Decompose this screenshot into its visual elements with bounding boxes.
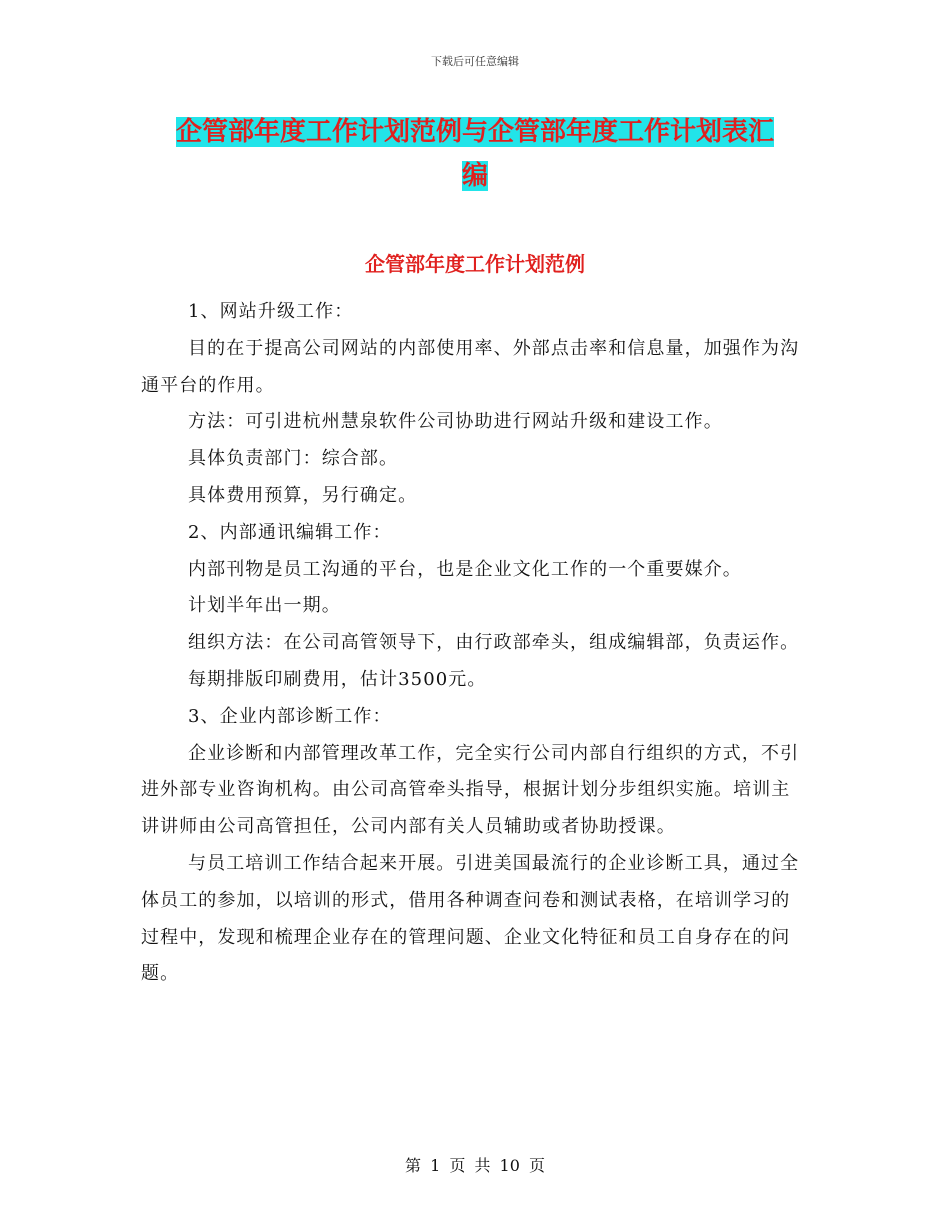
document-body — [141, 294, 807, 993]
document-title-line2: 编 — [461, 161, 488, 191]
document-title — [140, 110, 810, 198]
paragraph: 计划半年出一期。 — [188, 595, 341, 617]
paragraph: 1、网站升级工作： — [188, 301, 354, 322]
section-title: 企管部年度工作计划范例 — [365, 252, 585, 276]
page-footer: 第 1 页 共 10 页 — [405, 1156, 545, 1175]
document-title-line1: 企管部年度工作计划范例与企管部年度工作计划表汇 — [175, 117, 774, 147]
paragraph: 每期排版印刷费用，估计3500元。 — [188, 668, 487, 690]
paragraph: 3、企业内部诊断工作： — [188, 705, 392, 727]
paragraph: 组织方法：在公司高管领导下，由行政部牵头，组成编辑部，负责运作。 — [188, 632, 800, 654]
paragraph: 目的在于提高公司网站的内部使用率、外部点击率和信息量，加强作为沟通平台的作用。 — [141, 337, 800, 396]
paragraph: 具体费用预算，另行确定。 — [188, 484, 418, 506]
paragraph: 2、内部通讯编辑工作： — [188, 521, 392, 543]
paragraph: 与员工培训工作结合起来开展。引进美国最流行的企业诊断工具，通过全体员工的参加，以培训的形式，借用各种调查问卷和测试表格，在培训学习的过程中，发现和梳理企业存在的管理问题、企业文化特征和员工自身存在的问题。 — [141, 852, 800, 985]
paragraph: 具体负责部门：综合部。 — [188, 448, 399, 470]
page-header-note: 下载后可任意编辑 — [431, 55, 519, 68]
paragraph: 企业诊断和内部管理改革工作，完全实行公司内部自行组织的方式，不引进外部专业咨询机构。由公司高管牵头指导，根据计划分步组织实施。培训主讲讲师由公司高管担任，公司内部有关人员辅助或者协助授课。 — [141, 742, 800, 838]
paragraph: 内部刊物是员工沟通的平台，也是企业文化工作的一个重要媒介。 — [188, 558, 742, 580]
paragraph: 方法：可引进杭州慧泉软件公司协助进行网站升级和建设工作。 — [188, 411, 723, 433]
